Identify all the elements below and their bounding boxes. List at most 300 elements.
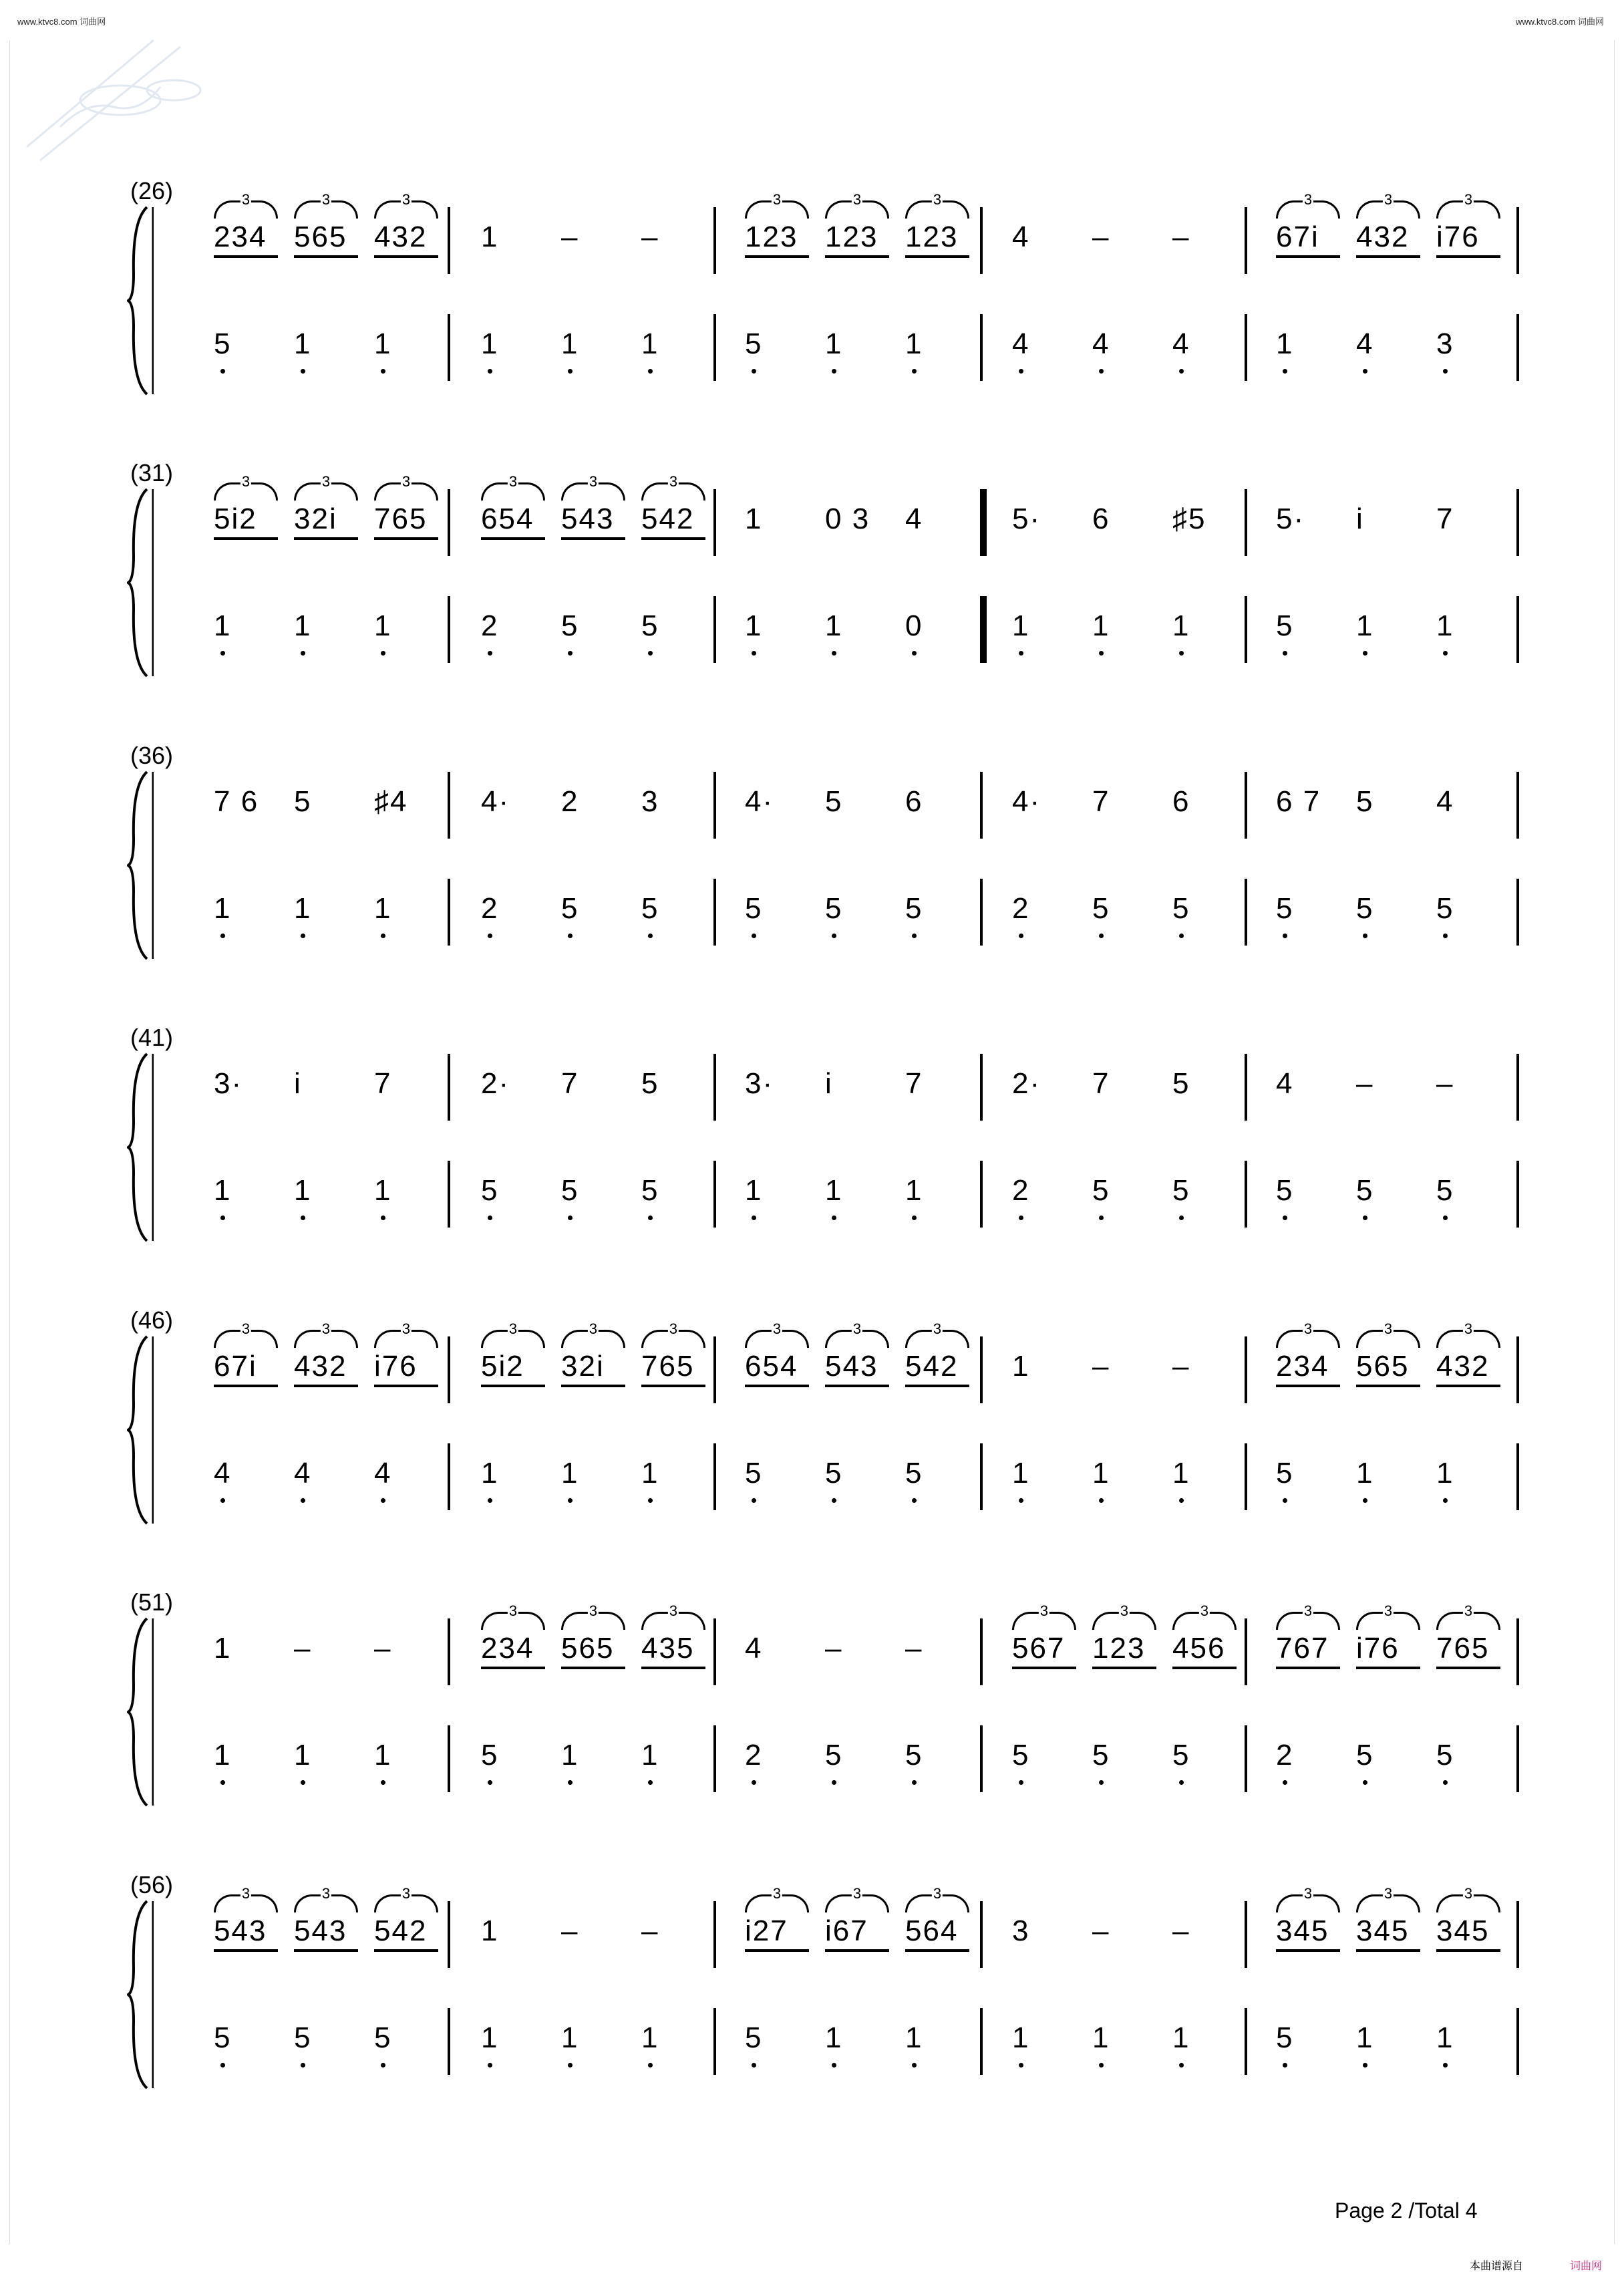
triplet-bracket: 3 (561, 1323, 625, 1340)
melody-note: 345 (1276, 1914, 1329, 1947)
beam-underline (374, 537, 438, 540)
barline (1516, 489, 1519, 556)
barline (713, 772, 716, 839)
barline (713, 879, 716, 946)
bass-note: 5 (825, 1739, 843, 1771)
beam-underline (561, 1667, 625, 1669)
triplet-bracket: 3 (1276, 194, 1340, 211)
barline (448, 1725, 450, 1792)
barline (1245, 207, 1247, 274)
barline (713, 1901, 716, 1968)
melody-note: 6 (1092, 503, 1110, 535)
triplet-bracket: 3 (294, 476, 358, 493)
beam-underline (905, 255, 969, 258)
bass-note: 2 (1276, 1739, 1294, 1771)
triplet-bracket: 3 (294, 1888, 358, 1905)
bass-note: 5 (641, 892, 659, 925)
beam-underline (214, 537, 278, 540)
barline (1245, 1336, 1247, 1403)
barline (448, 596, 450, 663)
melody-note: 4· (1012, 785, 1041, 818)
melody-note: 543 (561, 503, 615, 535)
melody-note: 4 (1012, 221, 1030, 253)
octave-dot (381, 1780, 385, 1785)
melody-note: 7 (905, 1067, 923, 1100)
melody-note: 543 (294, 1914, 347, 1947)
measure-number: (26) (130, 177, 174, 204)
melody-note: 123 (825, 221, 878, 253)
bass-note: 5 (1276, 1457, 1294, 1489)
octave-dot (381, 369, 385, 374)
triplet-bracket: 3 (214, 1888, 278, 1905)
melody-note: 7 (374, 1067, 392, 1100)
barline (713, 2008, 716, 2075)
melody-note: 565 (561, 1632, 615, 1665)
melody-note: 4 (1276, 1067, 1294, 1100)
octave-dot (1443, 651, 1448, 656)
beam-underline (1012, 1667, 1076, 1669)
bass-note: 5 (1356, 1739, 1374, 1771)
beam-underline (481, 537, 545, 540)
melody-note: 3 (641, 785, 659, 818)
triplet-bracket: 3 (641, 1323, 705, 1340)
barline (980, 1725, 983, 1792)
bass-note: 5 (1012, 1739, 1030, 1771)
octave-dot (752, 2063, 756, 2067)
bass-note: 1 (294, 892, 312, 925)
octave-dot (1179, 1216, 1184, 1220)
bass-note: 1 (1436, 1457, 1454, 1489)
measure-number: (41) (130, 1024, 174, 1051)
bass-note: 5 (561, 609, 579, 642)
barline (448, 1618, 450, 1685)
melody-note: 765 (374, 503, 428, 535)
melody-note: 4· (745, 785, 774, 818)
bass-note: 1 (1092, 609, 1110, 642)
melody-note: 4 (905, 503, 923, 535)
bass-note: 5 (481, 1174, 499, 1207)
octave-dot (1099, 369, 1104, 374)
octave-dot (1179, 1498, 1184, 1503)
melody-note: 543 (214, 1914, 267, 1947)
octave-dot (1363, 651, 1367, 656)
melody-note: – (905, 1632, 923, 1665)
octave-dot (1019, 1216, 1023, 1220)
octave-dot (488, 1216, 492, 1220)
melody-note: – (561, 221, 579, 253)
barline (1516, 314, 1519, 381)
octave-dot (1179, 1780, 1184, 1785)
bass-note: 1 (1356, 609, 1374, 642)
triplet-bracket: 3 (214, 194, 278, 211)
bass-note: 5 (1436, 892, 1454, 925)
barline (448, 1901, 450, 1968)
triplet-bracket: 3 (561, 476, 625, 493)
bass-staff (154, 1457, 1503, 1497)
header-left: www.ktvc8.com 词曲网 (17, 17, 106, 27)
melody-note: – (1172, 1914, 1190, 1947)
bass-staff (154, 609, 1503, 650)
triplet-bracket: 3 (374, 194, 438, 211)
bass-note: 1 (214, 892, 232, 925)
melody-note: 7 6 (214, 785, 259, 818)
octave-dot (648, 1498, 653, 1503)
bass-note: 2 (481, 892, 499, 925)
beam-underline (1172, 1667, 1237, 1669)
beam-underline (825, 1949, 889, 1952)
barline (980, 1161, 983, 1228)
triplet-bracket: 3 (1356, 1605, 1420, 1622)
melody-note: 6 7 (1276, 785, 1321, 818)
octave-dot (488, 1780, 492, 1785)
bass-note: 4 (294, 1457, 312, 1489)
beam-underline (825, 255, 889, 258)
octave-dot (1019, 1498, 1023, 1503)
bass-note: 5 (1092, 1739, 1110, 1771)
triplet-bracket: 3 (825, 1323, 889, 1340)
measure-number: (56) (130, 1871, 174, 1898)
barline (448, 772, 450, 839)
melody-staff (154, 473, 1503, 543)
melody-note: 234 (214, 221, 267, 253)
octave-dot (301, 651, 305, 656)
octave-dot (1019, 934, 1023, 938)
octave-dot (1283, 1780, 1287, 1785)
triplet-bracket: 3 (561, 1605, 625, 1622)
beam-underline (481, 1667, 545, 1669)
bass-note: 5 (1092, 892, 1110, 925)
beam-underline (1092, 1667, 1156, 1669)
melody-note: 5· (1276, 503, 1305, 535)
beam-underline (745, 1949, 809, 1952)
bass-note: 4 (1172, 327, 1190, 360)
octave-dot (1099, 651, 1104, 656)
melody-note: – (1172, 1350, 1190, 1383)
triplet-bracket: 3 (905, 1888, 969, 1905)
octave-dot (568, 1498, 573, 1503)
barline (980, 489, 987, 556)
melody-note: 1 (214, 1632, 232, 1665)
octave-dot (1443, 369, 1448, 374)
bass-note: 5 (214, 2021, 232, 2054)
score-system (127, 1871, 1503, 2102)
octave-dot (488, 651, 492, 656)
octave-dot (1443, 1498, 1448, 1503)
octave-dot (1283, 1216, 1287, 1220)
bass-note: 1 (825, 2021, 843, 2054)
melody-note: 234 (481, 1632, 534, 1665)
melody-note: i (294, 1067, 302, 1100)
melody-staff (154, 1320, 1503, 1390)
barline (448, 207, 450, 274)
bass-note: 5 (214, 327, 232, 360)
barline (713, 489, 716, 556)
melody-note: 654 (745, 1350, 798, 1383)
melody-staff (154, 1067, 1503, 1107)
system-brace (127, 462, 154, 690)
bass-note: 1 (641, 2021, 659, 2054)
system-brace (127, 1027, 154, 1254)
beam-underline (561, 1385, 625, 1387)
octave-dot (1179, 651, 1184, 656)
melody-note: – (1172, 221, 1190, 253)
bass-note: 1 (905, 2021, 923, 2054)
octave-dot (1363, 2063, 1367, 2067)
beam-underline (641, 1667, 705, 1669)
octave-dot (1099, 934, 1104, 938)
beam-underline (214, 1385, 278, 1387)
octave-dot (568, 1216, 573, 1220)
bass-note: 5 (905, 1457, 923, 1489)
bass-note: 5 (1172, 1174, 1190, 1207)
barline (1245, 489, 1247, 556)
octave-dot (912, 651, 917, 656)
barline (713, 1725, 716, 1792)
beam-underline (214, 255, 278, 258)
melody-note: 542 (374, 1914, 428, 1947)
melody-note: 345 (1356, 1914, 1410, 1947)
bass-note: 1 (294, 609, 312, 642)
melody-note: 123 (1092, 1632, 1146, 1665)
octave-dot (648, 934, 653, 938)
bass-note: 1 (294, 1174, 312, 1207)
bass-staff (154, 1739, 1503, 1779)
beam-underline (1356, 1667, 1420, 1669)
octave-dot (1019, 2063, 1023, 2067)
octave-dot (648, 369, 653, 374)
beam-underline (1436, 1385, 1500, 1387)
octave-dot (752, 651, 756, 656)
bass-note: 0 (905, 609, 923, 642)
bass-staff (154, 892, 1503, 932)
triplet-bracket: 3 (1172, 1605, 1237, 1622)
barline (1516, 1161, 1519, 1228)
octave-dot (1099, 2063, 1104, 2067)
melody-note: – (1436, 1067, 1454, 1100)
octave-dot (648, 1780, 653, 1785)
triplet-bracket: 3 (1356, 194, 1420, 211)
melody-note: 32i (561, 1350, 605, 1383)
barline (1245, 772, 1247, 839)
bass-note: 1 (561, 1739, 579, 1771)
octave-dot (1019, 369, 1023, 374)
barline (1245, 1161, 1247, 1228)
triplet-bracket: 3 (745, 194, 809, 211)
barline (448, 489, 450, 556)
octave-dot (488, 369, 492, 374)
bass-note: 1 (374, 609, 392, 642)
octave-dot (381, 1216, 385, 1220)
bass-note: 4 (1012, 327, 1030, 360)
barline (980, 2008, 983, 2075)
beam-underline (1276, 1949, 1340, 1952)
octave-dot (832, 369, 836, 374)
octave-dot (1019, 651, 1023, 656)
bass-note: 1 (1012, 1457, 1030, 1489)
triplet-bracket: 3 (641, 1605, 705, 1622)
octave-dot (568, 369, 573, 374)
beam-underline (641, 1385, 705, 1387)
barline (713, 207, 716, 274)
melody-note: 1 (481, 221, 499, 253)
barline (1516, 1901, 1519, 1968)
octave-dot (1363, 1216, 1367, 1220)
barline (1516, 1443, 1519, 1510)
bass-note: 5 (1172, 1739, 1190, 1771)
triplet-bracket: 3 (214, 476, 278, 493)
octave-dot (220, 369, 225, 374)
triplet-bracket: 3 (1276, 1888, 1340, 1905)
bass-note: 5 (905, 1739, 923, 1771)
octave-dot (488, 1498, 492, 1503)
melody-note: – (374, 1632, 392, 1665)
octave-dot (832, 1498, 836, 1503)
melody-note: 1 (1012, 1350, 1030, 1383)
barline (980, 1901, 983, 1968)
triplet-bracket: 3 (825, 194, 889, 211)
beam-underline (214, 1949, 278, 1952)
triplet-bracket: 3 (481, 1323, 545, 1340)
bass-note: 5 (641, 1174, 659, 1207)
bass-note: 1 (905, 327, 923, 360)
bass-staff (154, 1174, 1503, 1214)
bass-note: 5 (561, 1174, 579, 1207)
octave-dot (381, 934, 385, 938)
beam-underline (294, 1385, 358, 1387)
bass-note: 1 (825, 327, 843, 360)
bass-note: 5 (1276, 892, 1294, 925)
bass-note: 1 (825, 1174, 843, 1207)
melody-note: – (825, 1632, 843, 1665)
triplet-bracket: 3 (745, 1323, 809, 1340)
triplet-bracket: 3 (1436, 1323, 1500, 1340)
octave-dot (832, 1780, 836, 1785)
page-edge-left (9, 40, 10, 2244)
melody-note: 5 (294, 785, 312, 818)
beam-underline (1276, 1385, 1340, 1387)
melody-note: 542 (641, 503, 695, 535)
melody-note: 654 (481, 503, 534, 535)
melody-note: 565 (294, 221, 347, 253)
bass-note: 4 (374, 1457, 392, 1489)
barline (1245, 1725, 1247, 1792)
bass-note: 5 (905, 892, 923, 925)
melody-note: 5 (825, 785, 843, 818)
melody-note: 123 (745, 221, 798, 253)
bass-note: 1 (374, 1739, 392, 1771)
bass-staff (154, 327, 1503, 368)
bass-note: 5 (1356, 1174, 1374, 1207)
octave-dot (648, 1216, 653, 1220)
melody-note: – (1356, 1067, 1374, 1100)
octave-dot (301, 934, 305, 938)
source-label: 本曲谱源自 (1470, 2261, 1524, 2272)
octave-dot (488, 2063, 492, 2067)
bass-note: 5 (374, 2021, 392, 2054)
octave-dot (832, 1216, 836, 1220)
bass-note: 5 (294, 2021, 312, 2054)
melody-note: 5· (1012, 503, 1041, 535)
barline (448, 2008, 450, 2075)
triplet-bracket: 3 (294, 1323, 358, 1340)
bass-note: 1 (641, 1457, 659, 1489)
bass-note: 1 (1012, 609, 1030, 642)
bass-note: 1 (1172, 1457, 1190, 1489)
score-system (127, 742, 1503, 972)
triplet-bracket: 3 (374, 1888, 438, 1905)
octave-dot (752, 1498, 756, 1503)
octave-dot (912, 369, 917, 374)
bass-note: 5 (825, 1457, 843, 1489)
melody-note: i27 (745, 1914, 788, 1947)
score-system (127, 1306, 1503, 1537)
barline (1516, 879, 1519, 946)
barline (1516, 2008, 1519, 2075)
bass-note: 1 (214, 1174, 232, 1207)
bass-note: 1 (481, 327, 499, 360)
barline (980, 1443, 983, 1510)
melody-note: 5i2 (481, 1350, 524, 1383)
melody-note: 5 (641, 1067, 659, 1100)
octave-dot (1443, 2063, 1448, 2067)
barline (1245, 314, 1247, 381)
beam-underline (1276, 255, 1340, 258)
melody-note: 67i (1276, 221, 1319, 253)
bass-note: 5 (1436, 1739, 1454, 1771)
barline (713, 1443, 716, 1510)
barline (713, 1054, 716, 1121)
octave-dot (301, 2063, 305, 2067)
melody-note: – (1092, 221, 1110, 253)
bass-note: 1 (1092, 2021, 1110, 2054)
barline (980, 1336, 983, 1403)
system-brace (127, 1310, 154, 1537)
melody-note: 7 (561, 1067, 579, 1100)
page-indicator: Page 2 /Total 4 (1335, 2198, 1478, 2223)
bass-note: 5 (1276, 2021, 1294, 2054)
octave-dot (1443, 1216, 1448, 1220)
barline (980, 207, 983, 274)
melody-staff (154, 191, 1503, 261)
bass-note: 1 (294, 327, 312, 360)
beam-underline (294, 255, 358, 258)
melody-note: i76 (1436, 221, 1480, 253)
melody-staff (154, 1885, 1503, 1955)
triplet-bracket: 3 (374, 1323, 438, 1340)
melody-note: 123 (905, 221, 959, 253)
bass-note: 1 (1172, 2021, 1190, 2054)
melody-note: 5 (1172, 1067, 1190, 1100)
octave-dot (912, 2063, 917, 2067)
barline (713, 1618, 716, 1685)
triplet-bracket: 3 (1356, 1888, 1420, 1905)
melody-note: 565 (1356, 1350, 1410, 1383)
bass-note: 5 (1172, 892, 1190, 925)
beam-underline (745, 1385, 809, 1387)
header-right: www.ktvc8.com 词曲网 (1515, 17, 1604, 27)
triplet-bracket: 3 (1436, 1888, 1500, 1905)
bass-note: 1 (1172, 609, 1190, 642)
beam-underline (1356, 255, 1420, 258)
triplet-bracket: 3 (1436, 1605, 1500, 1622)
melody-note: 767 (1276, 1632, 1329, 1665)
melody-note: 765 (641, 1350, 695, 1383)
measure-number: (46) (130, 1306, 174, 1334)
octave-dot (1179, 2063, 1184, 2067)
bass-note: 1 (561, 2021, 579, 2054)
barline (1516, 1336, 1519, 1403)
bass-note: 4 (214, 1457, 232, 1489)
